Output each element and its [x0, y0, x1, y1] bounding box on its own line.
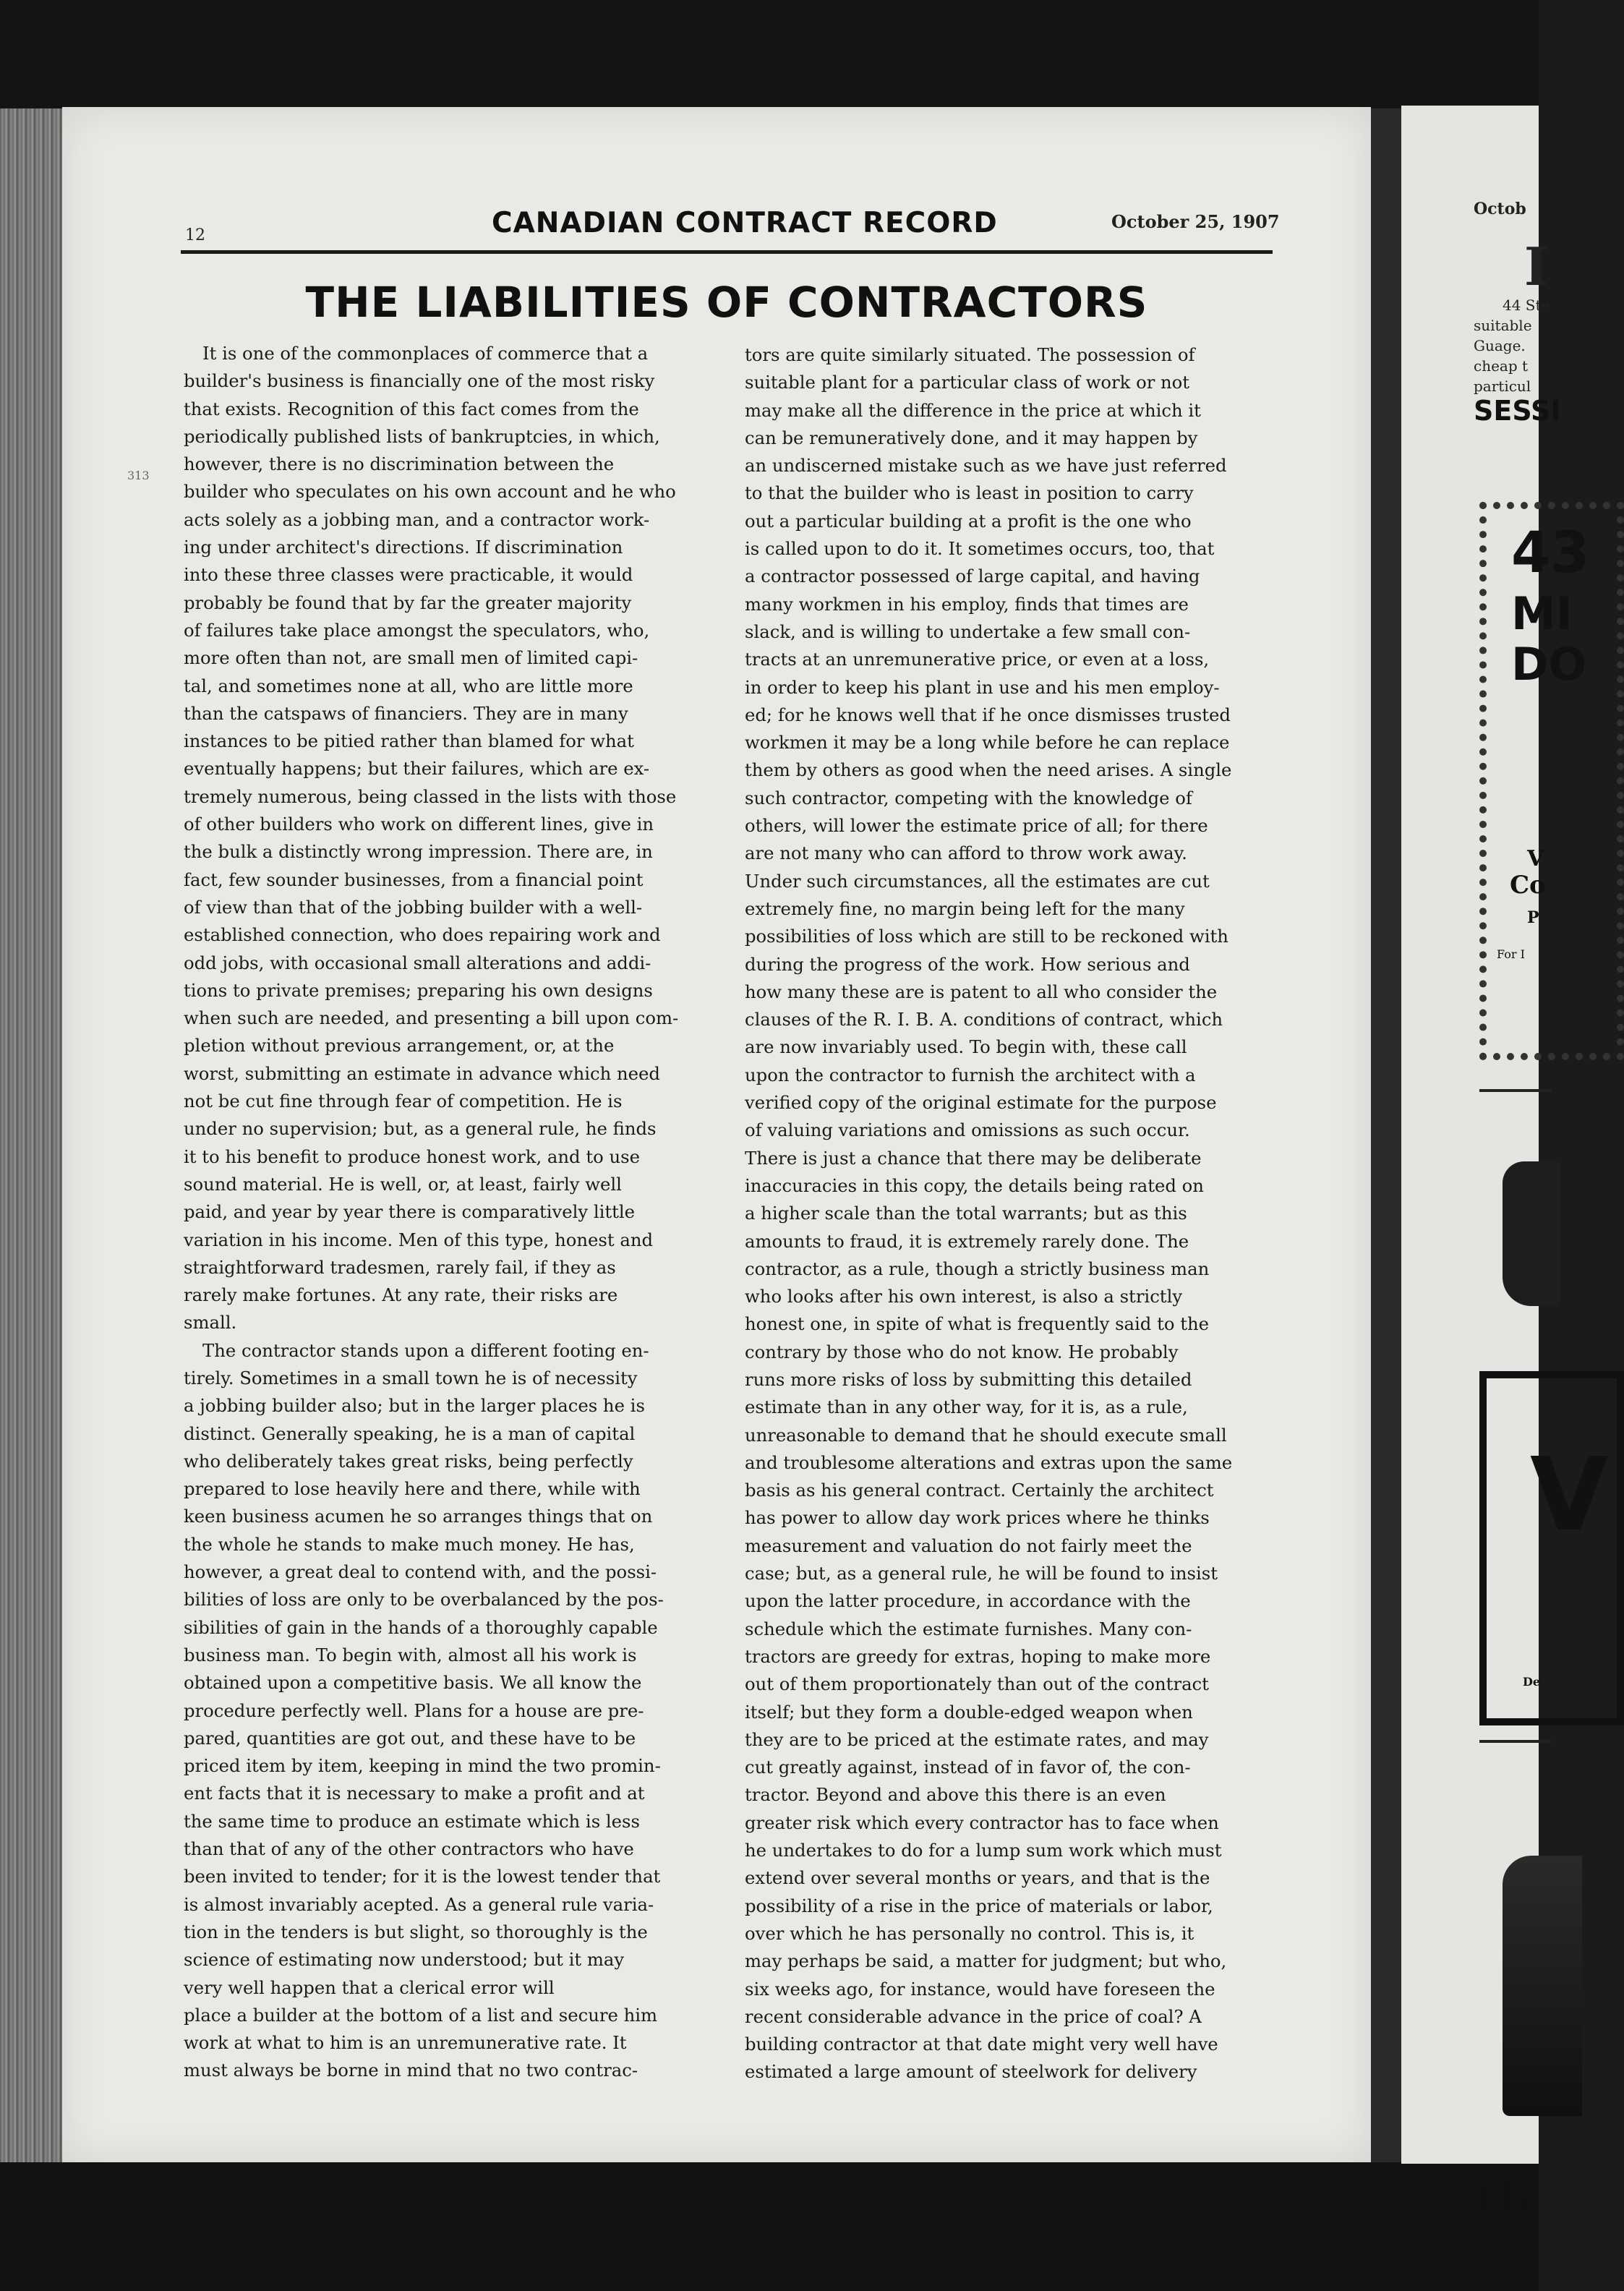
article-title: THE LIABILITIES OF CONTRACTORS	[305, 278, 1148, 327]
adjacent-line: suitable	[1474, 317, 1532, 334]
page-gutter	[1371, 108, 1401, 2162]
article-column-left	[184, 340, 740, 2085]
ad-line: MI	[1511, 587, 1573, 640]
margin-note: 313	[127, 469, 150, 482]
adjacent-line: particul	[1474, 377, 1531, 395]
ad-line: DO	[1511, 638, 1587, 691]
adjacent-date-fragment: Octob	[1474, 200, 1526, 218]
adjacent-line: Guage.	[1474, 337, 1526, 354]
paragraph: The contractor stands upon a different footing en- tirely. Sometimes in a small town he is of necessity a jobbing builder also; but in the larger places he is distinct. Generally speaking, he is a man of capital who deliberately takes great risks, being perfectly prepared to lose heavily here and there, while with keen business acumen he so arranges things that on the whole he stands to make much money. He has, however, a great deal to contend with, and the possi- bilities of loss are only to be overbalanced by the pos- sibilities of gain in the hands of a thoroughly capable business man. To begin with, almost all his work is obtained upon a competitive basis. We all know the procedure perfectly well. Plans for a house are pre- pared, quantities are got out, and these have to be priced item by item, keeping in mind the two promin- ent facts that it is necessary to make a profit and at the same time to produce an estimate which is less than that of any of the other contractors who have been invited to tender; for it is the lowest tender that is almost invariably acepted. As a general rule varia- tion in the tenders is but slight, so thoroughly is the science of estimating now understood; but it may very well happen that a clerical error will place a builder at the bottom of a list and secure him work at what to him is an unremunerative rate. It must always be borne in mind that no two contrac-	[184, 1339, 664, 2081]
ad-line: For I	[1497, 947, 1525, 961]
adjacent-text-lines	[1474, 295, 1550, 396]
adjacent-line: 44 Ste	[1503, 296, 1550, 314]
issue-date: October 25, 1907	[1111, 211, 1280, 232]
adjacent-line: cheap t	[1474, 357, 1529, 375]
ad-line: P	[1527, 908, 1539, 927]
paragraph: tors are quite similarly situated. The possession of suitable plant for a particular class of work or not may make all the difference in the price at which it can be remuneratively done, and it may happen by an undiscerned mistake such as we have just referred to that the builder who is least in position to carry out a particular building at a profit is the one who is called upon to do it. It sometimes occurs, too, that a contractor possessed of large capital, and having many workmen in his employ, finds that times are slack, and is willing to undertake a few small con- tracts at an unremunerative price, or even at a loss, in order to keep his plant in use and his men employ- ed; for he knows well that if he once dismisses trusted workmen it may be a long while before he can replace them by others as good when the need arises. A single such contractor, competing with the knowledge of others, will lower the estimate price of all; for there are not many who can afford to throw work away. Under such circumstances, all the estimates are cut extremely fine, no margin being left for the many possibilities of loss which are still to be reckoned with during the progress of the work. How serious and how many these are is patent to all who consider the clauses of the R. I. B. A. conditions of contract, which are now invariably used. To begin with, these call upon the contractor to furnish the architect with a verified copy of the original estimate for the purpose of valuing variations and omissions as such occur. There is just a chance that there may be deliberate inaccuracies in this copy, the details being rated on a higher scale than the total warrants; but as this amounts to fraud, it is extremely rarely done. The contractor, as a rule, though a strictly business man who looks after his own interest, is also a strictly honest one, in spite of what is frequently said to the contrary by those who do not know. He probably runs more risks of loss by submitting this detailed estimate than in any other way, for it is, as a rule, unreasonable to demand that he should execute small and troublesome alterations and extras upon the same basis as his general contract. Certainly the architect has power to allow day work prices where he thinks measurement and valuation do not fairly meet the case; but, as a general rule, he will be found to insist upon the latter procedure, in accordance with the schedule which the estimate furnishes. Many con- tractors are greedy for extras, hoping to make more out of them proportionately than out of the contract itself; but they form a double-edged weapon when they are to be priced at the estimate rates, and may cut greatly against, instead of in favor of, the con- tractor. Beyond and above this there is an even greater risk which every contractor has to face when he undertakes to do for a lump sum work which must extend over several months or years, and that is the possibility of a rise in the price of materials or labor, over which he has personally no control. This is, it may perhaps be said, a matter for judgment; but who, six weeks ago, for instance, would have foreseen the recent considerable advance in the price of coal? A building contractor at that date might very well have estimated a large amount of steelwork for delivery	[745, 344, 1233, 2083]
ad-line: De	[1523, 1675, 1541, 1689]
adjacent-sess-heading: SESSI	[1474, 395, 1561, 427]
paragraph: It is one of the commonplaces of commerce that a builder's business is financially one of the most risky that exists. Recognition of this fact comes from the periodically published lists of bankruptcies, in which, however, there is no discrimination between the builder who speculates on his own account and he who acts solely as a jobbing man, and a contractor work- ing under architect's directions. If discrimination into these three classes were practicable, it would probably be found that by far the greater majority of failures take place amongst the speculators, who, more often than not, are small men of limited capi- tal, and sometimes none at all, who are little more than the catspaws of financiers. They are in many instances to be pitied rather than blamed for what eventually happens; but their failures, which are ex- tremely numerous, being classed in the lists with those of other builders who work on different lines, give in the bulk a distinctly wrong impression. There are, in fact, few sounder businesses, from a financial point of view than that of the jobbing builder with a well- established connection, who does repairing work and odd jobs, with occasional small alterations and addi- tions to private premises; preparing his own designs when such are needed, and presenting a bill upon com- pletion without previous arrangement, or, at the worst, submitting an estimate in advance which need not be cut fine through fear of competition. He is under no supervision; but, as a general rule, he finds it to his benefit to produce honest work, and to use sound material. He is well, or, at least, fairly well paid, and year by year there is comparatively little variation in his income. Men of this type, honest and straightforward tradesmen, rarely fail, if they as rarely make fortunes. At any rate, their risks are small.	[184, 343, 679, 1334]
scan-background-top	[0, 0, 1539, 108]
adjacent-rule	[1479, 1089, 1552, 1092]
header-rule	[181, 250, 1273, 254]
running-title: CANADIAN CONTRACT RECORD	[492, 207, 998, 239]
pump-illustration	[1503, 1856, 1582, 2116]
adjacent-bottom-text: Th	[1471, 2174, 1531, 2224]
adjacent-ad-box	[1479, 502, 1624, 1060]
book-spine	[0, 108, 62, 2162]
adjacent-page	[1401, 106, 1609, 2224]
adjacent-ad-box-2	[1479, 1371, 1624, 1725]
ad-line: V	[1527, 846, 1544, 871]
adjacent-rule	[1479, 1740, 1552, 1743]
ad-letter: V	[1530, 1436, 1609, 1554]
adjacent-big-letter: I	[1524, 236, 1549, 297]
article-column-right	[745, 341, 1309, 2086]
page-number: 12	[185, 226, 205, 244]
scan-background-bottom	[0, 2162, 1539, 2291]
machine-illustration	[1503, 1161, 1560, 1306]
ad-line: Co	[1510, 871, 1546, 900]
ad-number: 43	[1511, 521, 1590, 586]
